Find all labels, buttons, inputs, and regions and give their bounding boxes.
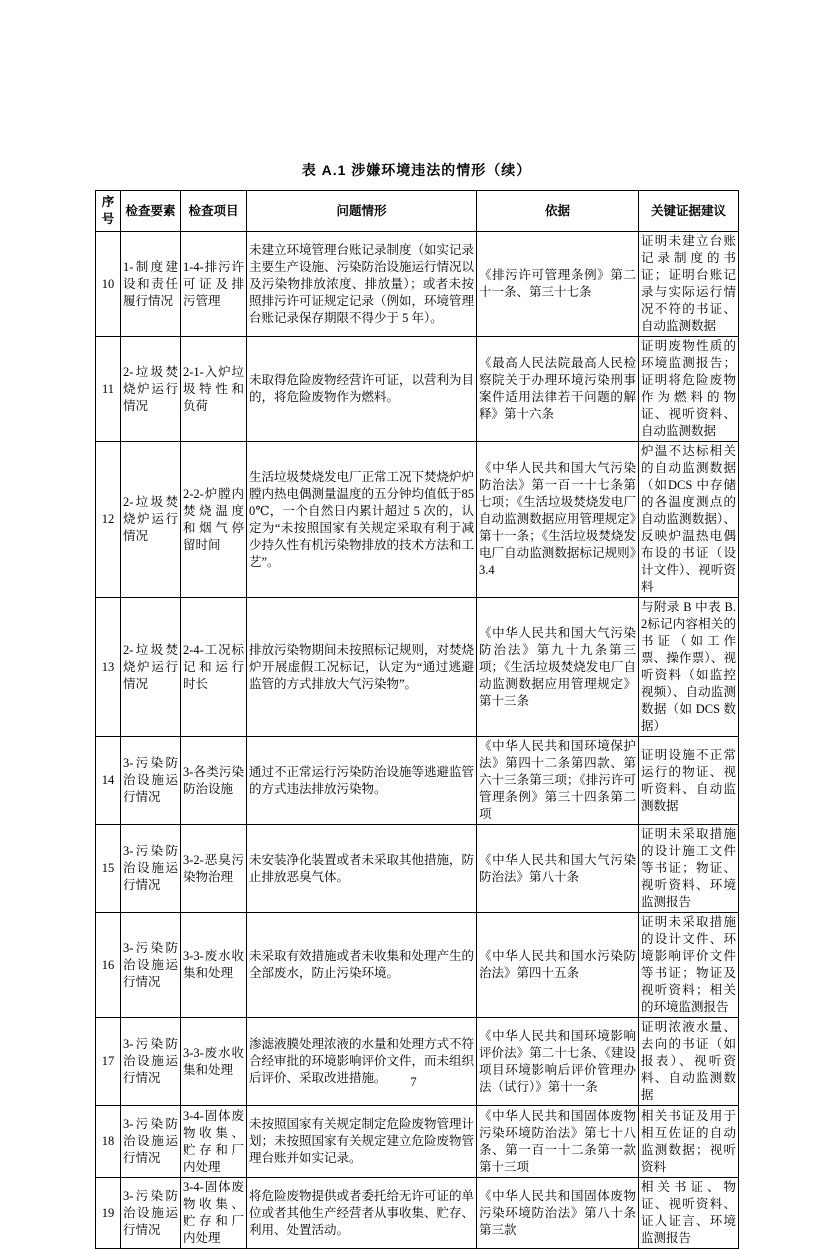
cell-basis: 《中华人民共和国大气污染防治法》第八十条 — [477, 825, 639, 913]
cell-no: 12 — [96, 442, 121, 598]
cell-no: 14 — [96, 737, 121, 825]
cell-element: 3-污染防治设施运行情况 — [121, 1178, 181, 1249]
cell-item: 3-3-废水收集和处理 — [181, 1018, 247, 1106]
cell-item: 3-4-固体废物收集、贮存和厂内处理 — [181, 1178, 247, 1249]
cell-element: 3-污染防治设施运行情况 — [121, 737, 181, 825]
cell-item: 2-2-炉膛内焚烧温度和烟气停留时间 — [181, 442, 247, 598]
cell-no: 11 — [96, 337, 121, 442]
cell-no: 15 — [96, 825, 121, 913]
table-row — [96, 1106, 739, 1178]
cell-no: 16 — [96, 913, 121, 1018]
cell-situation: 未按照国家有关规定制定危险废物管理计划；未按照国家有关规定建立危险废物管理台账并如实记录。 — [247, 1106, 477, 1178]
cell-element: 3-污染防治设施运行情况 — [121, 1018, 181, 1106]
table-row — [96, 913, 739, 1018]
cell-item: 2-4-工况标记和运行时长 — [181, 598, 247, 737]
cell-no: 10 — [96, 232, 121, 337]
table-title: 表 A.1 涉嫌环境违法的情形（续） — [301, 162, 532, 178]
table-row — [96, 442, 739, 598]
cell-item: 3-各类污染防治设施 — [181, 737, 247, 825]
cell-basis: 《中华人民共和国固体废物污染环境防治法》第八十条第三款 — [477, 1178, 639, 1249]
cell-basis: 《中华人民共和国固体废物污染环境防治法》第七十八条、第一百一十二条第一款第十三项 — [477, 1106, 639, 1178]
header-situation: 问题情形 — [247, 191, 477, 232]
cell-element: 2-垃圾焚烧炉运行情况 — [121, 337, 181, 442]
cell-basis: 《中华人民共和国环境影响评价法》第二十七条、《建设项目环境影响后评价管理办法（试行）》第十一条 — [477, 1018, 639, 1106]
cell-item: 1-4-排污许可证及排污管理 — [181, 232, 247, 337]
table-row — [96, 598, 739, 737]
cell-evidence: 证明未采取措施的设计文件、环境影响评价文件等书证；物证及视听资料；相关的环境监测报告 — [639, 913, 739, 1018]
cell-basis: 《排污许可管理条例》第二十一条、第三十七条 — [477, 232, 639, 337]
cell-basis: 《最高人民法院最高人民检察院关于办理环境污染刑事案件适用法律若干问题的解释》第十六条 — [477, 337, 639, 442]
cell-element: 2-垃圾焚烧炉运行情况 — [121, 442, 181, 598]
cell-basis: 《中华人民共和国大气污染防治法》第九十九条第三项；《生活垃圾焚烧发电厂自动监测数据应用管理规定》第十三条 — [477, 598, 639, 737]
cell-situation: 排放污染物期间未按照标记规则，对焚烧炉开展虚假工况标记，认定为“通过逃避监管的方式排放大气污染物”。 — [247, 598, 477, 737]
cell-situation: 未取得危险废物经营许可证，以营利为目的，将危险废物作为燃料。 — [247, 337, 477, 442]
cell-item: 3-2-恶臭污染物治理 — [181, 825, 247, 913]
table-row — [96, 1178, 739, 1249]
cell-item: 2-1-入炉垃圾特性和负荷 — [181, 337, 247, 442]
violations-table — [95, 190, 739, 1249]
cell-no: 13 — [96, 598, 121, 737]
cell-evidence: 与附录 B 中表 B.2标记内容相关的书证（如工作票、操作票）、视听资料（如监控视频）、自动监测数据（如 DCS 数据） — [639, 598, 739, 737]
table-row — [96, 1018, 739, 1106]
cell-element: 2-垃圾焚烧炉运行情况 — [121, 598, 181, 737]
header-element: 检查要素 — [121, 191, 181, 232]
cell-situation: 通过不正常运行污染防治设施等逃避监管的方式违法排放污染物。 — [247, 737, 477, 825]
cell-item: 3-3-废水收集和处理 — [181, 913, 247, 1018]
header-evidence: 关键证据建议 — [639, 191, 739, 232]
table-row — [96, 232, 739, 337]
cell-element: 1-制度建设和责任履行情况 — [121, 232, 181, 337]
cell-situation: 将危险废物提供或者委托给无许可证的单位或者其他生产经营者从事收集、贮存、利用、处置活动。 — [247, 1178, 477, 1249]
cell-situation: 未建立环境管理台账记录制度（如实记录主要生产设施、污染防治设施运行情况以及污染物排放浓度、排放量）；或者未按照排污许可证规定记录（例如，环境管理台账记录保存期限不得少于 5 年）。 — [247, 232, 477, 337]
cell-basis: 《中华人民共和国水污染防治法》第四十五条 — [477, 913, 639, 1018]
cell-element: 3-污染防治设施运行情况 — [121, 913, 181, 1018]
cell-evidence: 证明废物性质的环境监测报告；证明将危险废物作为燃料的物证、视听资料、自动监测数据 — [639, 337, 739, 442]
cell-evidence: 证明设施不正常运行的物证、视听资料、自动监测数据 — [639, 737, 739, 825]
header-item: 检查项目 — [181, 191, 247, 232]
cell-basis: 《中华人民共和国环境保护法》第四十二条第四款、第六十三条第三项；《排污许可管理条例》第三十四条第二项 — [477, 737, 639, 825]
page-number: 7 — [410, 1075, 417, 1089]
cell-evidence: 炉温不达标相关的自动监测数据（如DCS 中存储的各温度测点的自动监测数据）、反映炉温热电偶布设的书证（设计文件）、视听资料 — [639, 442, 739, 598]
table-header-row — [96, 191, 739, 232]
table-row — [96, 825, 739, 913]
cell-situation: 未安装净化装置或者未采取其他措施，防止排放恶臭气体。 — [247, 825, 477, 913]
cell-situation: 未采取有效措施或者未收集和处理产生的全部废水，防止污染环境。 — [247, 913, 477, 1018]
cell-item: 3-4-固体废物收集、贮存和厂内处理 — [181, 1106, 247, 1178]
cell-evidence: 证明未采取措施的设计施工文件等书证；物证、视听资料、环境监测报告 — [639, 825, 739, 913]
cell-no: 17 — [96, 1018, 121, 1106]
cell-evidence: 相关书证及用于相互佐证的自动监测数据；视听资料 — [639, 1106, 739, 1178]
table-row — [96, 737, 739, 825]
table-row — [96, 337, 739, 442]
header-no: 序号 — [96, 191, 121, 232]
cell-element: 3-污染防治设施运行情况 — [121, 1106, 181, 1178]
header-basis: 依据 — [477, 191, 639, 232]
cell-element: 3-污染防治设施运行情况 — [121, 825, 181, 913]
cell-situation: 生活垃圾焚烧发电厂正常工况下焚烧炉炉膛内热电偶测量温度的五分钟均值低于850℃，一个自然日内累计超过 5 次的，认定为“未按照国家有关规定采取有利于减少持久性有机污染物排放的技术方法和工艺”。 — [247, 442, 477, 598]
cell-evidence: 证明浓液水量、去向的书证（如报表）、视听资料、自动监测数据 — [639, 1018, 739, 1106]
cell-basis: 《中华人民共和国大气污染防治法》第一百一十七条第七项；《生活垃圾焚烧发电厂自动监测数据应用管理规定》第十一条；《生活垃圾焚烧发电厂自动监测数据标记规则》3.4 — [477, 442, 639, 598]
cell-evidence: 相关书证、物证、视听资料、证人证言、环境监测报告 — [639, 1178, 739, 1249]
cell-evidence: 证明未建立台账记录制度的书证；证明台账记录与实际运行情况不符的书证、自动监测数据 — [639, 232, 739, 337]
cell-no: 18 — [96, 1106, 121, 1178]
cell-situation: 渗滤液膜处理浓液的水量和处理方式不符合经审批的环境影响评价文件，而未组织后评价、采取改进措施。 — [247, 1018, 477, 1106]
cell-no: 19 — [96, 1178, 121, 1249]
